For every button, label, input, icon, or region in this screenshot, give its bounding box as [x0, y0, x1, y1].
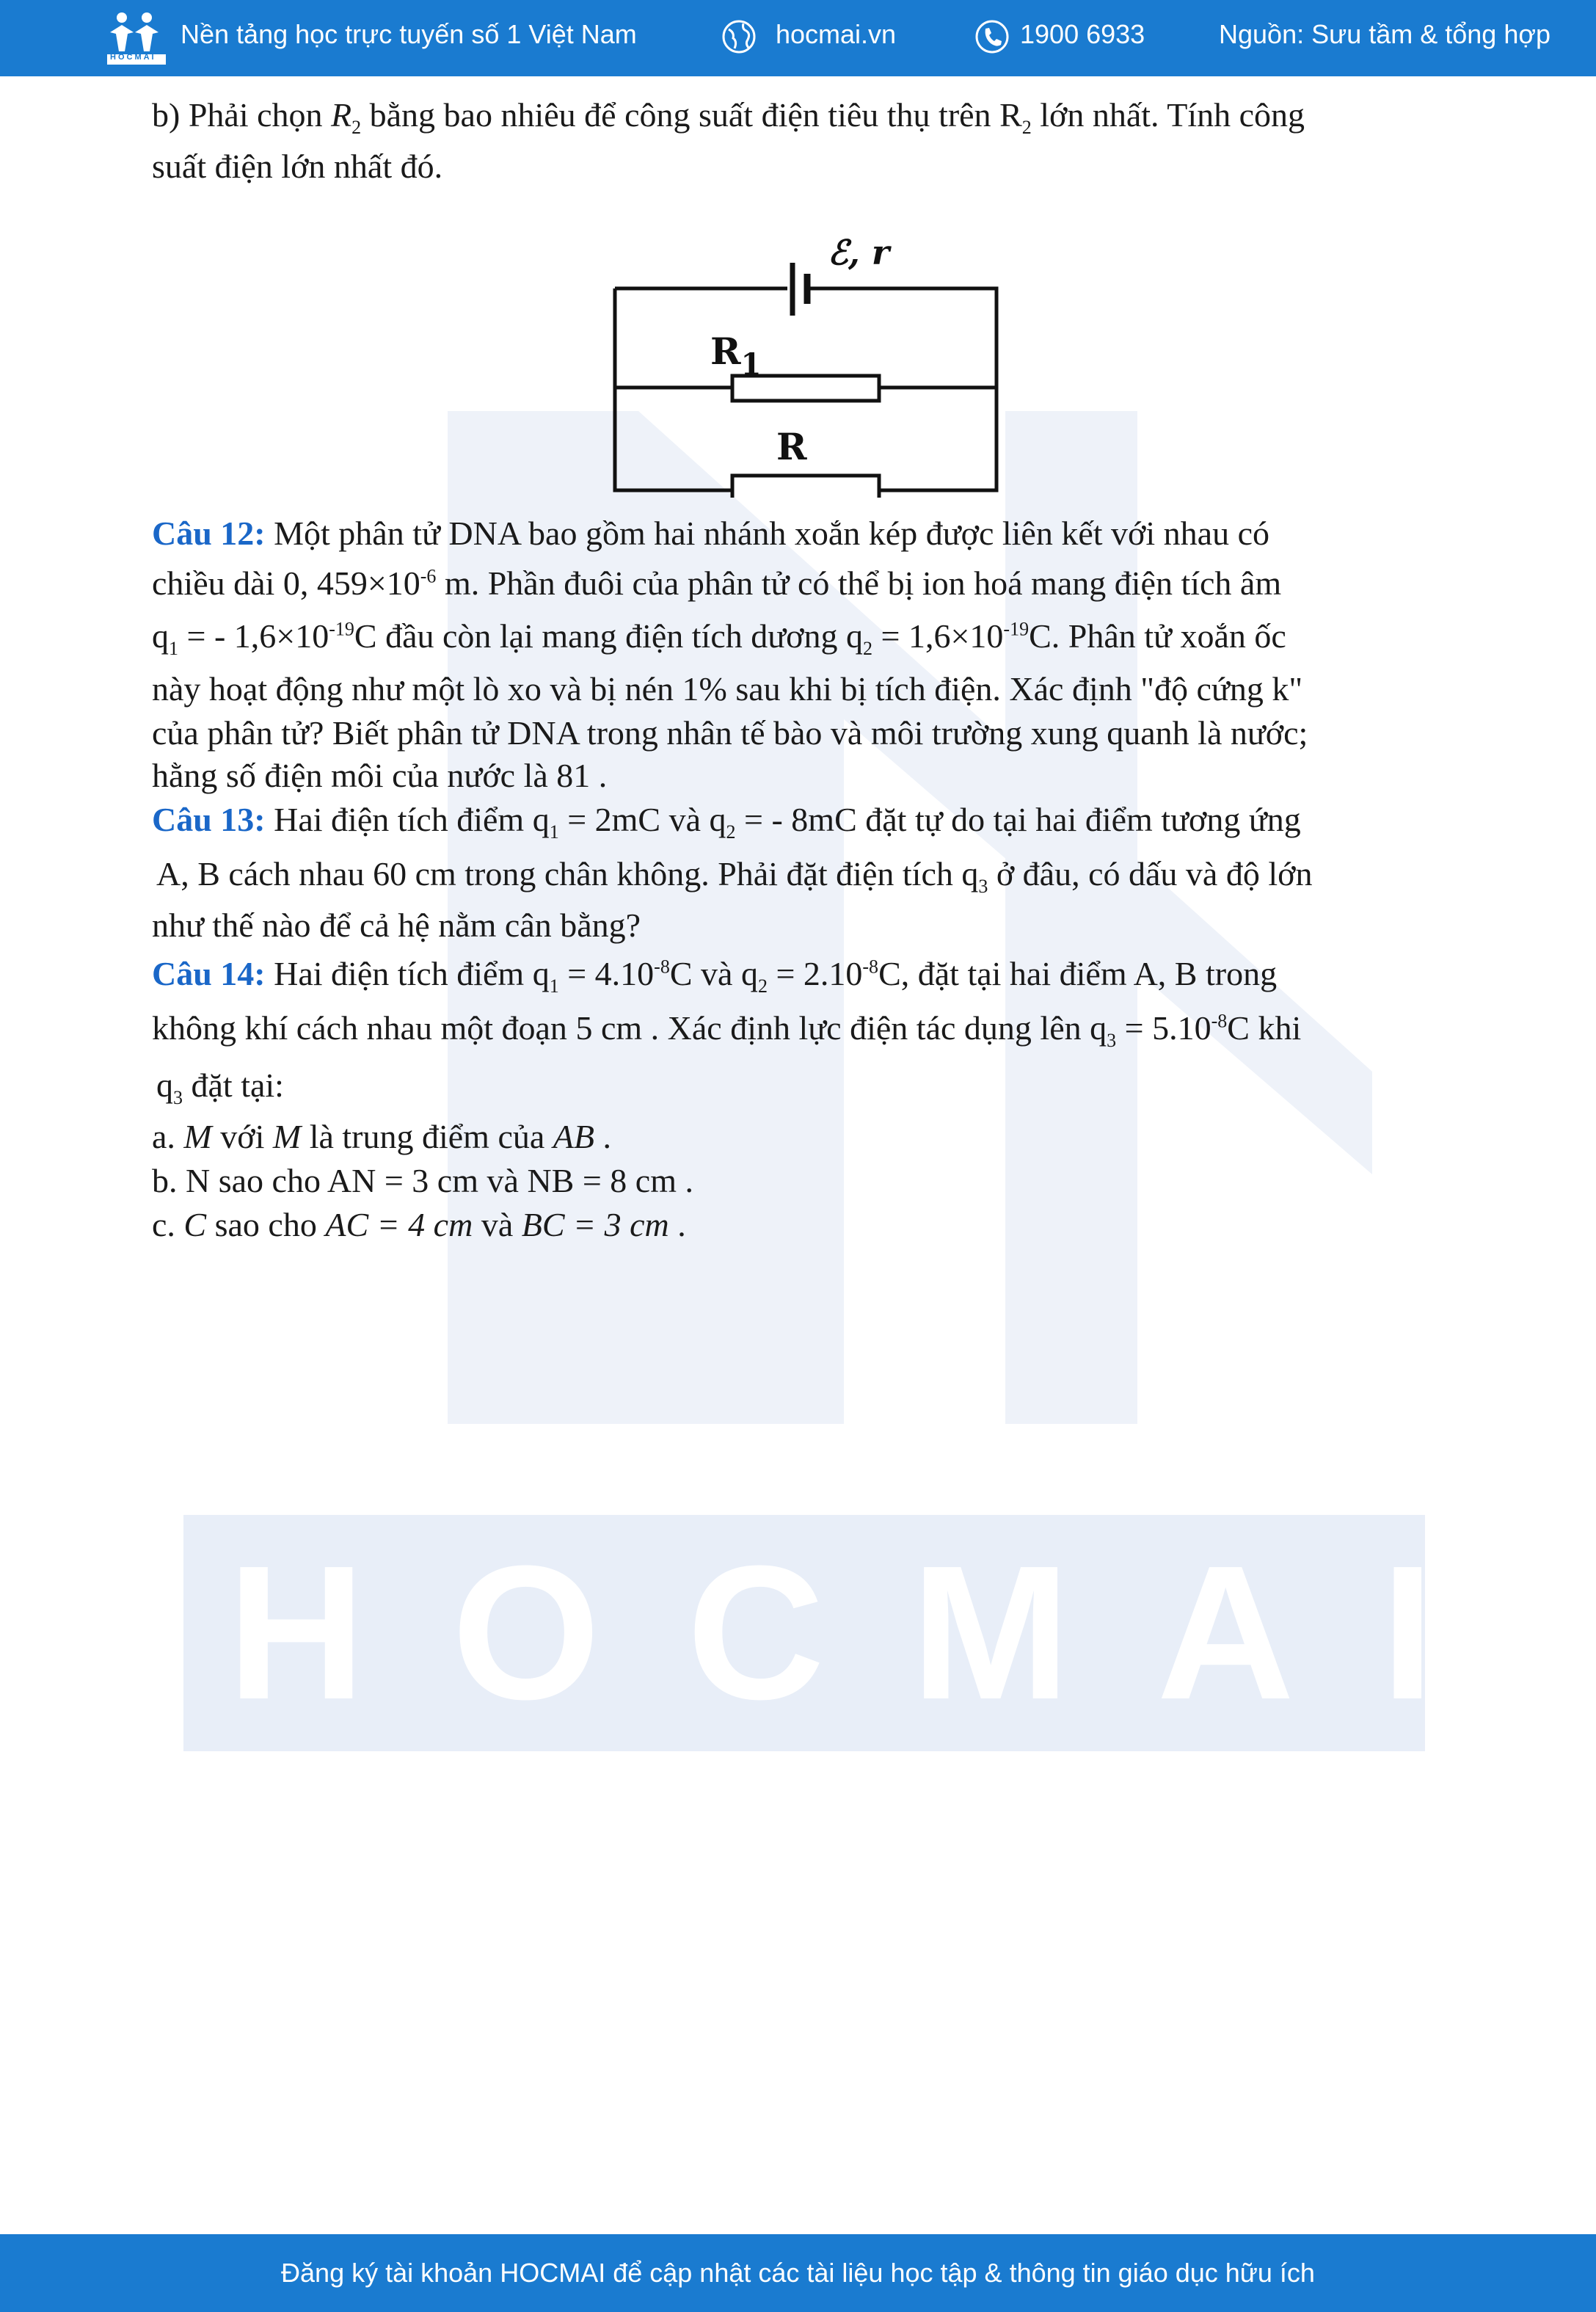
- logo-text: HOCMAI: [110, 53, 156, 62]
- phone-icon: [974, 19, 1010, 54]
- cau12-label: Câu 12:: [152, 515, 266, 552]
- resistor-r: [732, 476, 879, 498]
- watermark-text: HOCMAI: [227, 1527, 1521, 1740]
- part-b-line-1: b) Phải chọn $R_2$ bằng bao nhiêu để công suất điện tiêu thụ trên $R_2$ lớn nhất. Tính công: [152, 96, 1305, 139]
- footer-bar[interactable]: [0, 2234, 1596, 2312]
- header-website-link[interactable]: hocmai.vn: [776, 19, 897, 49]
- header-tagline: Nền tảng học trực tuyến số 1 Việt Nam: [181, 19, 637, 49]
- cau14-item-b: b. N sao cho AN = 3 cm và NB = 8 cm .: [152, 1162, 693, 1199]
- circuit-diagram: [608, 233, 1004, 498]
- cau12-line-4: này hoạt động như một lò xo và bị nén 1% sau khi bị tích điện. Xác định "độ cứng k": [152, 670, 1303, 708]
- cau13-line-1: Câu 13: Hai điện tích điểm $q_1 = 2mC$ và $q_2$ = - 8mC đặt tự do tại hai điểm tương ứng: [152, 801, 1301, 843]
- cau12-line-2: chiều dài 0, $459\times 10^{-6}$ m. Phần đuôi của phân tử có thể bị ion hoá mang điện tích âm: [152, 564, 1282, 602]
- cau14-label: Câu 14:: [152, 955, 266, 992]
- header-source: Nguồn: Sưu tầm & tổng hợp: [1219, 19, 1551, 49]
- cau12-line-6: hằng số điện môi của nước là 81 .: [152, 757, 608, 794]
- cau12-line-5: của phân tử? Biết phân tử DNA trong nhân tế bào và môi trường xung quanh là nước;: [152, 714, 1308, 752]
- cau14-line-1: Câu 14: Hai điện tích điểm $q_1 = 4.10^{-8}C$ và $q_2 = 2.10^{-8}C$, đặt tại hai điểm A, B trong: [152, 955, 1278, 997]
- header-phone[interactable]: 1900 6933: [1020, 19, 1145, 49]
- cau14-line-2: không khí cách nhau một đoạn 5 cm . Xác định lực điện tác dụng lên $q_3 = 5.10^{-8}C$ khi: [152, 1009, 1302, 1052]
- globe-icon: [721, 19, 757, 54]
- part-b-line-2: suất điện lớn nhất đó.: [152, 148, 443, 185]
- r1-label: $R_1$: [710, 330, 762, 382]
- cau13-line-2: A, B cách nhau 60 cm trong chân không. Phải đặt điện tích $q_3$ ở đâu, có dấu và độ lớn: [156, 855, 1313, 898]
- cau14-item-a: a. M với M là trung điểm của AB .: [152, 1118, 611, 1155]
- cau14-item-c: c. C sao cho AC = 4 cm và BC = 3 cm .: [152, 1206, 686, 1243]
- cau13-line-3: như thế nào để cả hệ nằm cân bằng?: [152, 906, 641, 944]
- source-label: ℰ, r: [828, 233, 890, 272]
- header-bar: [0, 0, 1596, 76]
- cau13-label: Câu 13:: [152, 801, 266, 838]
- r-label: R: [776, 425, 807, 468]
- footer-text[interactable]: Đăng ký tài khoản HOCMAI để cập nhật các tài liệu học tập & thông tin giáo dục hữu ích: [281, 2258, 1315, 2288]
- cau14-line-3: $q_3$ đặt tại:: [156, 1066, 284, 1109]
- cau12-line-3: $q_1$ = - $1,6\times 10^{-19}C$ đầu còn lại mang điện tích dương $q_2 = 1,6\times 10^{-19}C$. Phân tử xoắn ốc: [152, 617, 1286, 660]
- cau12-line-1: Câu 12: Một phân tử DNA bao gồm hai nhánh xoắn kép được liên kết với nhau có: [152, 515, 1269, 552]
